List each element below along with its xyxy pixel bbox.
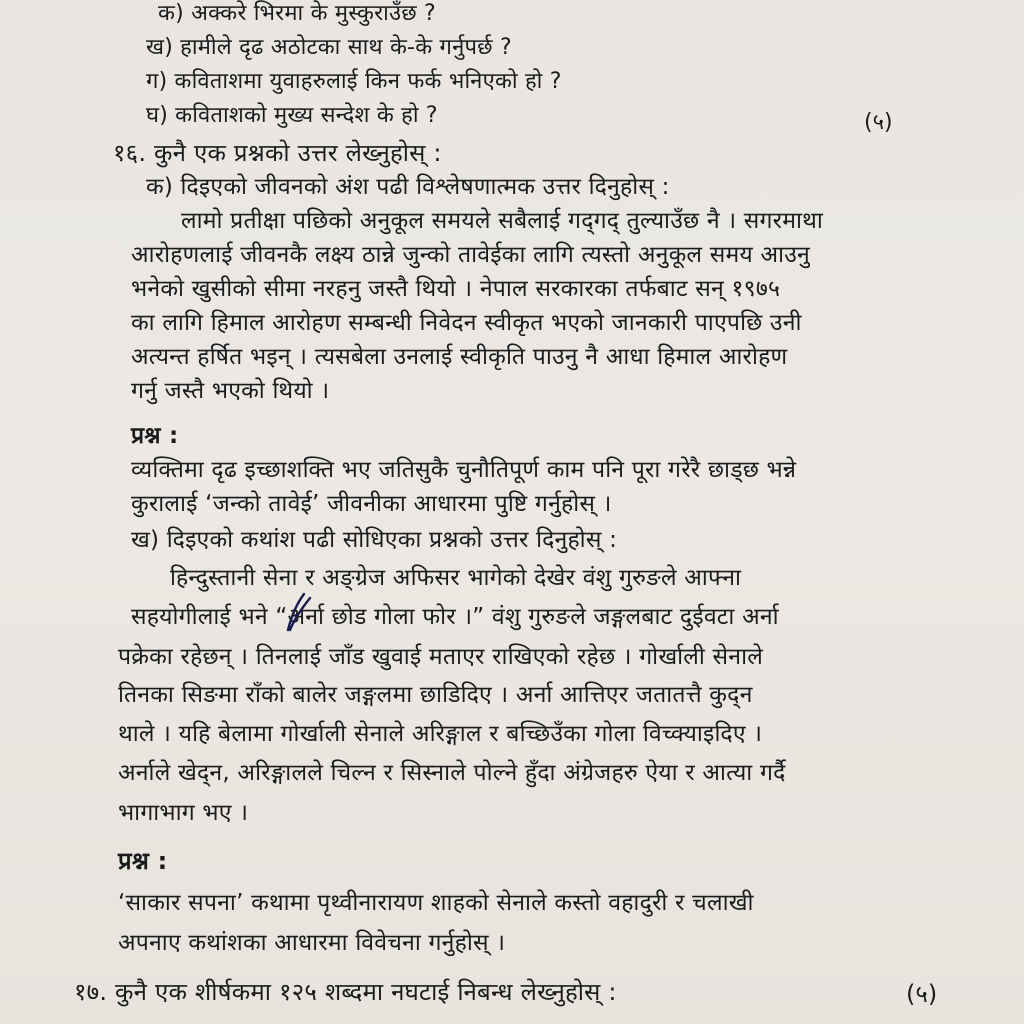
q16-kha-passage-line: अर्नाले खेद्न, अरिङ्गालले चिल्न र सिस्नाले पोल्ने हुँदा अंग्रेजहरु ऐया र आत्या गर्दै: [118, 760, 786, 786]
q17-heading: १७. कुनै एक शीर्षकमा १२५ शब्दमा नघटाई निबन्ध लेख्नुहोस् :: [74, 978, 617, 1006]
q16-part-ka-instruction: क) दिइएको जीवनको अंश पढी विश्लेषणात्मक उत्तर दिनुहोस् :: [146, 174, 670, 200]
q16-part-kha-instruction: ख) दिइएको कथांश पढी सोधिएका प्रश्नको उत्तर दिनुहोस् :: [131, 527, 618, 553]
q16-ka-question-label: प्रश्न :: [131, 423, 179, 449]
q16-kha-question-label: प्रश्न :: [118, 847, 168, 875]
q16-ka-passage-line: भनेको खुसीको सीमा नरहनु जस्तै थियो । नेपाल सरकारका तर्फबाट सन् १९७५: [131, 276, 781, 302]
q16-ka-passage-line: आरोहणलाई जीवनकै लक्ष्य ठान्ने जुन्को तावेईका लागि त्यस्तो अनुकूल समय आउनु: [131, 242, 810, 268]
q15-item-kha: ख) हामीले दृढ अठोटका साथ के-के गर्नुपर्छ ?: [146, 35, 512, 60]
q16-ka-question-line: व्यक्तिमा दृढ इच्छाशक्ति भए जतिसुकै चुनौतिपूर्ण काम पनि पूरा गरेरै छाड्छ भन्ने: [131, 457, 797, 483]
q16-heading: १६. कुनै एक प्रश्नको उत्तर लेख्नुहोस् :: [113, 139, 442, 167]
q15-item-ga: ग) कविताशमा युवाहरुलाई किन फर्क भनिएको हो ?: [146, 69, 562, 94]
q16-kha-question-line: ‘साकार सपना’ कथामा पृथ्वीनारायण शाहको सेनाले कस्तो वहादुरी र चलाखी: [118, 890, 754, 916]
q16-ka-passage-line: अत्यन्त हर्षित भइन् । त्यसबेला उनलाई स्वीकृति पाउनु नै आधा हिमाल आरोहण: [131, 344, 788, 370]
q16-kha-passage-line: तिनका सिङमा राँको बालेर जङ्गलमा छाडिदिए । अर्ना आत्तिएर जतातत्तै कुद्न: [118, 682, 753, 708]
q16-ka-passage-line: गर्नु जस्तै भएको थियो ।: [131, 378, 330, 404]
q16-kha-question-line: अपनाए कथांशका आधारमा विवेचना गर्नुहोस् ।: [118, 930, 506, 956]
q16-ka-passage-line: लामो प्रतीक्षा पछिको अनुकूल समयले सबैलाई गद्‌गद् तुल्याउँछ नै । सगरमाथा: [181, 208, 824, 234]
q15-item-ka: क) अक्करे भिरमा के मुस्कुराउँछ ?: [158, 1, 436, 26]
q16-ka-question-line: कुरालाई ‘जन्को तावेई’ जीवनीका आधारमा पुष्टि गर्नुहोस् ।: [131, 491, 612, 517]
q16-kha-passage-line: पक्रेका रहेछन् । तिनलाई जाँड खुवाई मताएर राखिएको रहेछ । गोर्खाली सेनाले: [118, 644, 764, 670]
q15-marks: (५): [864, 110, 893, 135]
q16-ka-passage-line: का लागि हिमाल आरोहण सम्बन्धी निवेदन स्वीकृत भएको जानकारी पाएपछि उनी: [131, 310, 802, 336]
q17-marks: (५): [906, 980, 938, 1008]
q16-kha-passage-line: थाले । यहि बेलामा गोर्खाली सेनाले अरिङ्गाल र बच्छिउँका गोला विच्क्याइदिए ।: [118, 721, 763, 747]
q16-kha-passage-line: सहयोगीलाई भने “अर्ना छोड गोला फोर ।” वंशु गुरुङले जङ्गलबाट दुईवटा अर्ना: [131, 604, 779, 630]
q15-item-gha: घ) कविताशको मुख्य सन्देश के हो ?: [146, 103, 438, 128]
cut-off-line: [118, 1012, 538, 1024]
q16-kha-passage-line: भागाभाग भए ।: [118, 800, 249, 826]
q16-kha-passage-line: हिन्दुस्तानी सेना र अङ्ग्रेज अफिसर भागेको देखेर वंशु गुरुङले आफ्ना: [170, 565, 742, 591]
